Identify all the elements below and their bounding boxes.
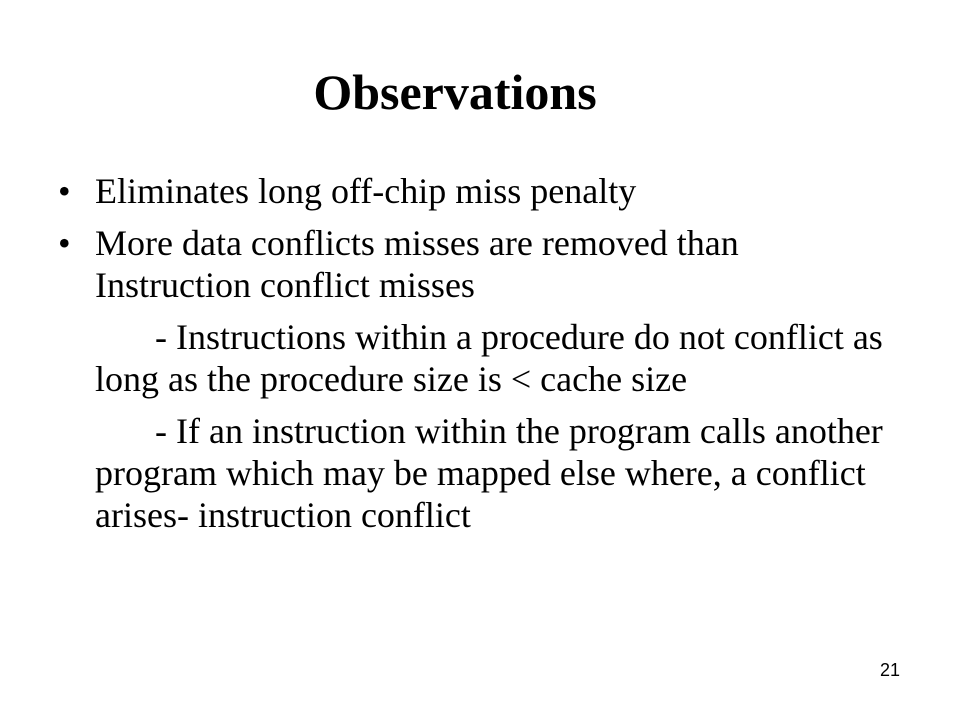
bullet-item bbox=[58, 170, 898, 212]
slide-title: Observations bbox=[313, 64, 597, 120]
sub-point bbox=[58, 316, 898, 400]
bullet-icon: • bbox=[58, 223, 71, 263]
sub-point-text: - Instructions within a procedure do not conflict as long as the procedure size is < cache size bbox=[95, 317, 883, 399]
bullet-text: More data conflicts misses are removed than Instruction conflict misses bbox=[95, 223, 739, 305]
sub-point-text: - If an instruction within the program calls another program which may be mapped else where, a conflict arises- instruction conflict bbox=[95, 411, 883, 535]
bullet-icon: • bbox=[58, 171, 71, 211]
bullet-text: Eliminates long off-chip miss penalty bbox=[95, 171, 637, 211]
bullet-item bbox=[58, 222, 898, 306]
page-number: 21 bbox=[879, 660, 900, 680]
bullet-list bbox=[58, 170, 898, 546]
sub-point bbox=[58, 410, 898, 536]
